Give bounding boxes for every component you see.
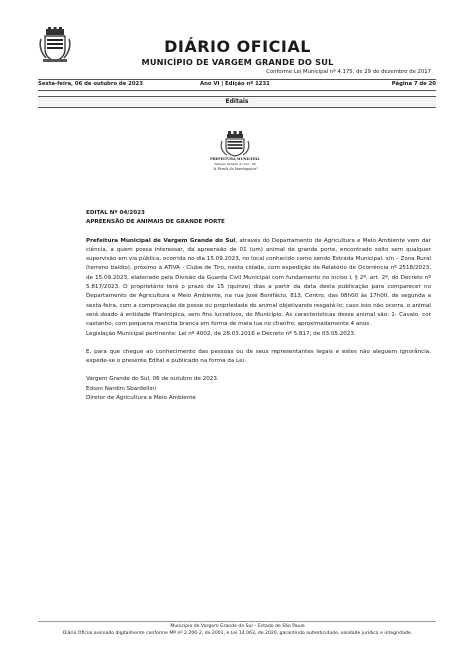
edital-number: EDITAL Nº 04/2023 bbox=[86, 210, 145, 216]
signer-role: Diretor de Agricultura e Meio Ambiente bbox=[86, 395, 196, 402]
municipality-subtitle: MUNICÍPIO DE VARGEM GRANDE DO SUL bbox=[141, 57, 334, 67]
edital-heading: APREENSÃO DE ANIMAIS DE GRANDE PORTE bbox=[86, 219, 225, 226]
signer-name: Edson Nardini Sbardellini bbox=[86, 385, 157, 392]
edition-number: Ano VI | Edição nº 1231 bbox=[200, 81, 270, 87]
header-divider bbox=[38, 79, 436, 80]
footer-municipality: Município de Vargem Grande do Sul – Estado de São Paulo bbox=[170, 624, 305, 629]
issue-date: Sexta-feira, 06 de outubro de 2023 bbox=[38, 81, 143, 87]
newspaper-title: DIÁRIO OFICIAL bbox=[164, 37, 311, 56]
edital-body bbox=[86, 209, 431, 403]
edital-paragraph-1 bbox=[86, 237, 431, 330]
footer-divider bbox=[38, 621, 436, 622]
issuer-name: Prefeitura Municipal de Vargem Grande do Sul bbox=[86, 237, 236, 244]
place-date-line: Vargem Grande do Sul, 06 de outubro de 2023. bbox=[86, 376, 219, 383]
infobar-divider bbox=[38, 90, 436, 91]
logo-text-motto: "A Pérola da Mantiqueira" bbox=[212, 167, 258, 171]
page-number: Página 7 de 20 bbox=[391, 81, 436, 87]
logo-text-city: Vargem Grande do Sul - SP bbox=[214, 162, 256, 166]
paragraph-1-text: , através do Departamento de Agricultura e Meio Ambiente vem dar ciência, a quem possa interessar, da apreensão de 01 (um) animal de grande porte, encontrado solto sem qualquer supervisão em via pública, ocorrida no dia 15.09.2023, no local conhecido como sendo Estrada Municipal, s/n – Zona Rural (terreno baldio), próximo à ATIVA - Clube de Tiro, nesta cidade, com expedição de Relatório de Ocorrência nº 2518/2023, de 15.09.2023, elaborado pela Divisão da Guarda Civil Municipal com fundamento no inciso I, § 2º, art. 2º, do Decreto nº 5.817/2023. O proprietário terá o prazo de 15 (quinze) dias a partir da data desta publicação para comparecer no Departamento de Agricultura e Meio Ambiente, na rua José Bonifácio, 813, Centro, das 08h00 às 17h00, de segunda a sexta-feira, com a comprovação de posse ou propriedade do animal objetivando resgatá-lo; caso isso não ocorra, o animal será doado à entidade filantrópica, sem fins lucrativos, do Município. As características desse animal são: 1- Cavalo, cor castanho, com pequena mancha branca em forma de meia lua no chanfro, aproximadamente 4 anos. bbox=[86, 237, 431, 328]
legal-basis-note: Conforme Lei Municipal nº 4.175, de 29 de dezembro de 2017 bbox=[266, 69, 431, 75]
legislation-line: Legislação Municipal pertinente: Lei nº 4002, de 28.03.2016 e Decreto nº 5.817, de 03.05.2023. bbox=[86, 330, 356, 337]
section-header: Editais bbox=[38, 96, 436, 108]
logo-text-prefeitura: PREFEITURA MUNICIPAL bbox=[210, 157, 260, 161]
edital-paragraph-2: E, para que chegue ao conhecimento das pessoas ou de seus representantes legais e estes não aleguem ignorância, expede-se o presente Edital e publicado na forma da Lei. bbox=[86, 348, 431, 365]
footer-signature-note: Diário Oficial assinado digitalmente conforme MP nº 2.200-2, de 2001, e Lei 14.063, de 2020, garantindo autenticidade, validade jurídica e integridade. bbox=[62, 631, 413, 636]
edition-info-bar bbox=[38, 81, 436, 90]
